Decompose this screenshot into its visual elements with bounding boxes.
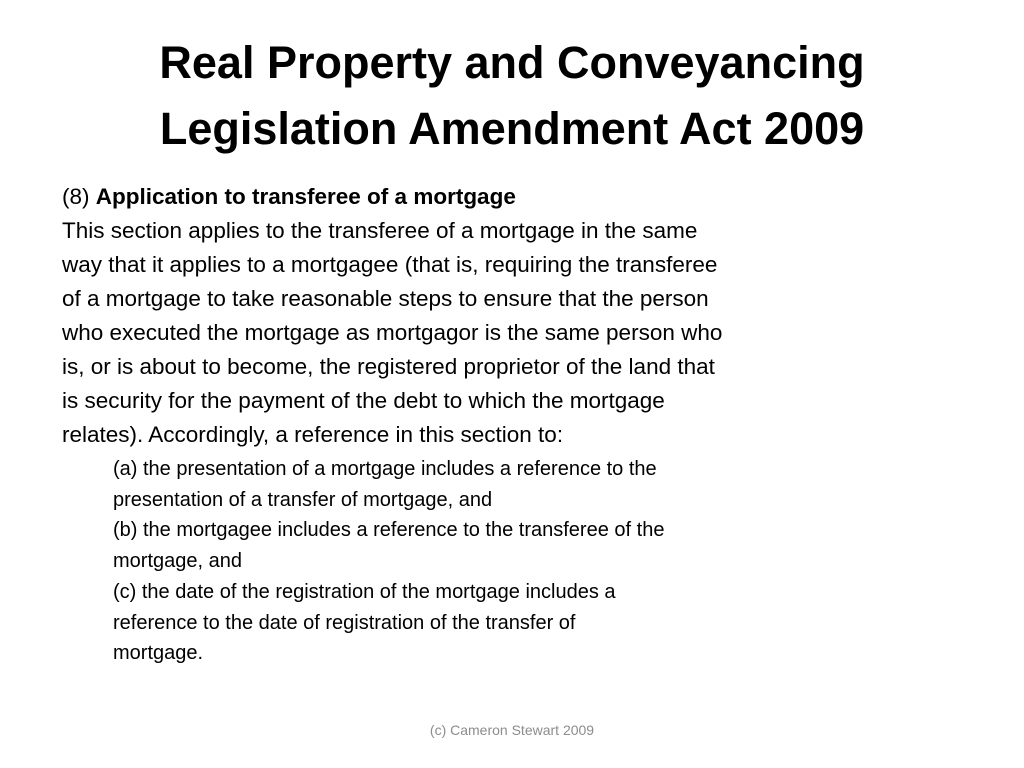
body-line: is, or is about to become, the registered proprietor of the land that <box>62 354 715 379</box>
body-line: who executed the mortgage as mortgagor is the same person who <box>62 320 723 345</box>
body-line: This section applies to the transferee of a mortgage in the same <box>62 218 698 243</box>
title-line-1: Real Property and Conveyancing <box>159 37 865 88</box>
sub-item-line: (a) the presentation of a mortgage includes a reference to the <box>113 458 657 480</box>
sub-item-line: (b) the mortgagee includes a reference to the transferee of the <box>113 519 665 542</box>
body-line: way that it applies to a mortgagee (that is, requiring the transferee <box>62 252 718 277</box>
sub-item-line: mortgage. <box>113 642 204 665</box>
sub-item-line: reference to the date of registration of the transfer of <box>113 611 576 634</box>
sub-item-list <box>113 454 862 669</box>
body-line: is security for the payment of the debt to which the mortgage <box>62 388 665 413</box>
section-heading-text: Application to transferee of a mortgage <box>95 184 516 209</box>
section-heading <box>62 180 862 214</box>
sub-item-line: mortgage, and <box>113 550 242 573</box>
sub-item-line: (c) the date of the registration of the mortgage includes a <box>113 580 616 603</box>
body-line: relates). Accordingly, a reference in this section to: <box>62 422 564 447</box>
footer-copyright: (c) Cameron Stewart 2009 <box>429 722 595 738</box>
slide-body <box>62 180 862 669</box>
title-line-2: Legislation Amendment Act 2009 <box>159 103 865 154</box>
slide-title <box>0 30 1024 162</box>
section-number: (8) <box>62 184 90 209</box>
sub-item-line: presentation of a transfer of mortgage, and <box>113 488 493 511</box>
body-line: of a mortgage to take reasonable steps to ensure that the person <box>62 286 709 311</box>
